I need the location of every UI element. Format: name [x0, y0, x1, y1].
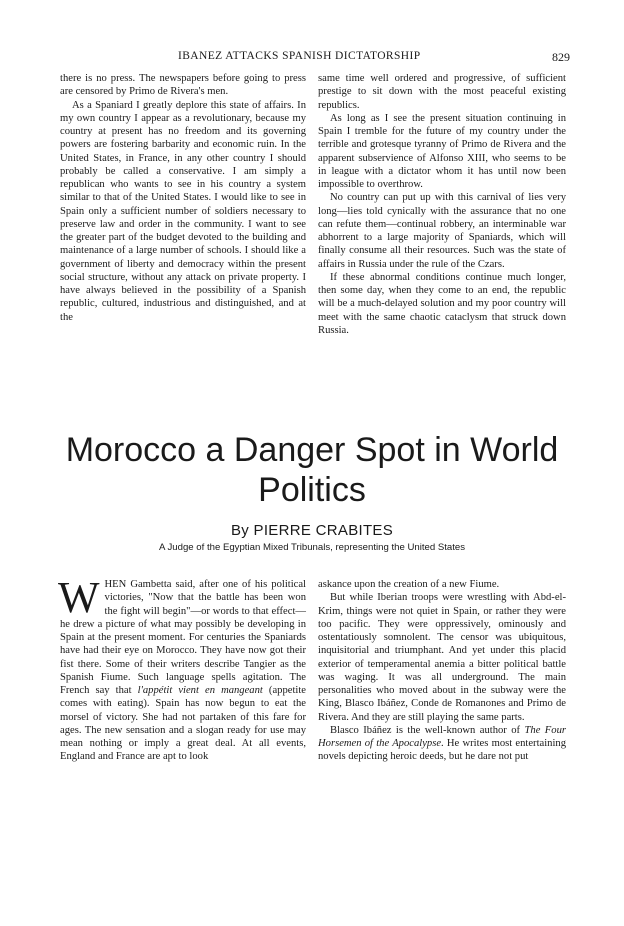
text-run: . He writes most entertaining novels depicting heroic deeds, but he dare not put	[318, 738, 566, 763]
book-title: The Four Horsemen of the Apocalypse	[318, 724, 566, 749]
paragraph: As long as I see the present situation continuing in Spain I tremble for the future of my country under the terrible and grotesque tyranny of Primo de Rivera and the apparent subservience of Alfonso XIII, who seems to be in league with a dictator whom it has until now been impossible to overthrow.	[318, 112, 566, 190]
paragraph: askance upon the creation of a new Fiume.	[318, 579, 500, 590]
text-run: Blasco Ibáñez is the well-known author of	[330, 724, 521, 736]
column-bottom-left	[58, 573, 306, 764]
running-head	[60, 50, 570, 66]
paragraph: As a Spaniard I greatly deplore this state of affairs. In my own country I appear as a revolutionary, because my country at present has no freedom and its governing powers are fostering barbarity and economic ruin. In the United States, in France, in any other country I should probably be called a conservative. I am simply a republican who wants to see in his country a system similar to that of the United States. I would like to see in Spain only a sufficient number of soldiers necessary to preserve law and order in the community. I want to see the greater part of the budget devoted to the building and maintenance of a large number of schools. I should like a government of liberty and democracy within the present social structure, without any attack on private property. I have always believed in the possibility of a Spanish republic, cultured, industrious and distinguished, and at the	[60, 99, 306, 323]
column-top-left	[60, 72, 306, 324]
paragraph: But while Iberian troops were wrestling with Abd-el-Krim, things were not quiet in Spain, or rather they were too pacific. They were oppressively, ominously and ostentatiously somnolent. The censor was ubiquitous, inquisitorial and triumphant. And yet under this placid exterior of temperamental anemia a bitter political battle was waging. It was all underground. The main personalities who moved about in the subway were the King, Blasco Ibáñez, Conde de Romanones and Primo de Rivera. And they are still playing the same parts.	[318, 592, 566, 723]
paragraph	[318, 724, 566, 764]
column-top-right	[318, 72, 566, 337]
drop-cap: W	[58, 573, 100, 622]
paragraph: No country can put up with this carnival of lies very long—lies told cynically with the assurance that no one can refute them—continual robbery, an interminable war abhorrent to a large majority of Spaniards, which will finally consume all their resources. Such was the state of affairs in Russia under the rule of the Czars.	[318, 192, 566, 270]
author-affiliation: A Judge of the Egyptian Mixed Tribunals, representing the United States	[158, 542, 466, 553]
paragraph	[58, 573, 306, 764]
column-bottom-right	[318, 578, 566, 764]
page-number: 829	[552, 50, 570, 64]
paragraph: there is no press. The newspapers before going to press are censored by Primo de Rivera's men.	[60, 73, 306, 98]
running-title: IBANEZ ATTACKS SPANISH DICTATORSHIP	[178, 50, 421, 62]
article-byline: By PIERRE CRABITES	[230, 522, 394, 539]
text-run: HEN Gambetta said, after one of his political victories, "Now that the battle has been won the fight will begin"—or words to that effect—he drew a picture of what may possibly be developing in Spain at the present moment. For centuries the Spaniards have had their eye on Morocco. They have now got their fist there. Some of their writers describe Tangier as the Spanish Fiume. Such language spells agitation. The French say that	[60, 579, 306, 696]
italic-phrase: l'appétit vient en mangeant	[137, 685, 263, 696]
text-run: (appetite comes with eating). Spain has now begun to eat the morsel of victory. She had not partaken of this fare for ages. The new sensation and a slogan ready for use may mean nothing or imply a great deal. At all events, England and France are apt to look	[60, 685, 306, 763]
article-headline: Morocco a Danger Spot in World Politics	[65, 431, 559, 509]
paragraph: same time well ordered and progressive, of sufficient prestige to sit down with the most peaceful existing republics.	[318, 73, 566, 111]
paragraph: If these abnormal conditions continue much longer, then some day, when they come to an end, the republic will be a much-delayed solution and my poor country will meet with the same chaotic cataclysm that struck down Russia.	[318, 271, 566, 336]
